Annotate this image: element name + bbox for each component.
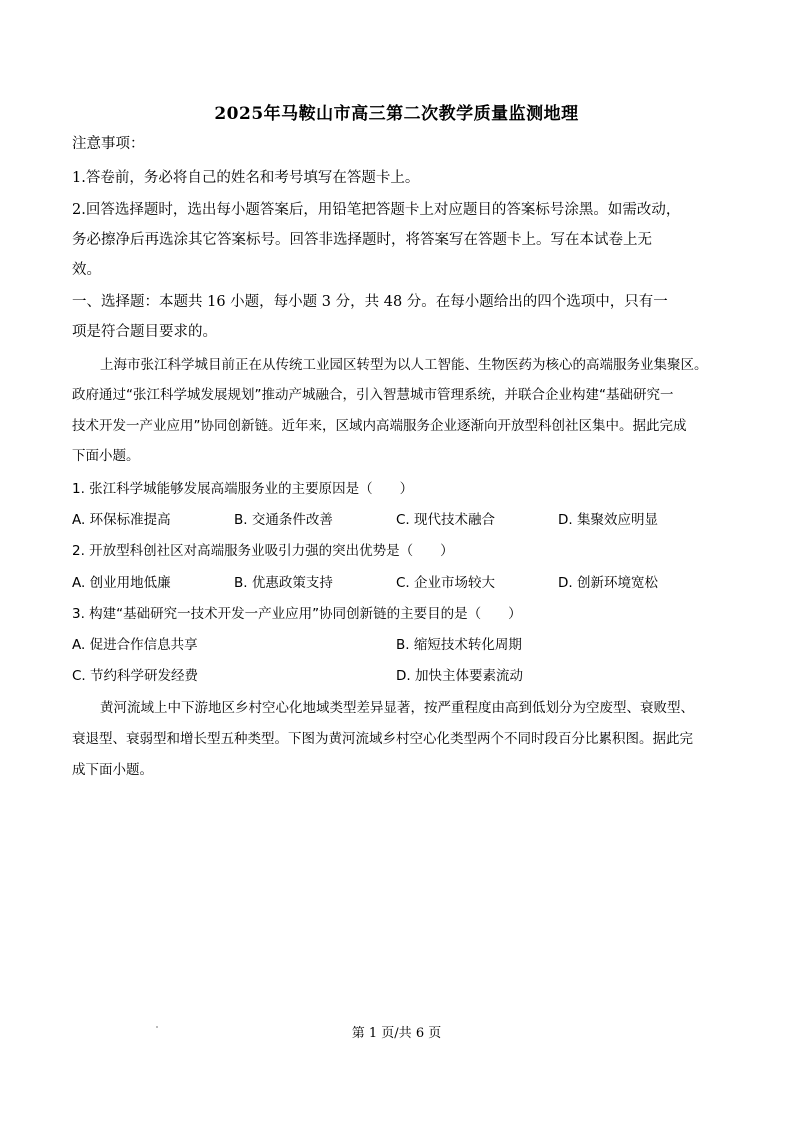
notice-item-1: 1.答卷前，务必将自己的姓名和考号填写在答题卡上。 xyxy=(72,170,420,186)
notice-heading: 注意事项： xyxy=(72,136,145,152)
passage-2-line-3: 成下面小题。 xyxy=(72,762,153,778)
question-1-option-b: B. 交通条件改善 xyxy=(234,512,333,528)
notice-item-2-line-2: 务必擦净后再选涂其它答案标号。回答非选择题时，将答案写在答题卡上。写在本试卷上无 xyxy=(72,232,652,248)
question-2-option-c: C. 企业市场较大 xyxy=(396,575,496,591)
passage-1-line-4: 下面小题。 xyxy=(72,448,140,464)
notice-item-2-line-3: 效。 xyxy=(72,262,101,278)
passage-1-line-3: 技术开发一产业应用”协同创新链。近年来，区域内高端服务企业逐渐向开放型科创社区集中。据此完成 xyxy=(72,418,687,434)
section-heading-line-1: 一、选择题：本题共 16 小题，每小题 3 分，共 48 分。在每小题给出的四个选项中，只有一 xyxy=(72,294,668,310)
question-3-option-b: B. 缩短技术转化周期 xyxy=(396,637,522,653)
question-2-option-a: A. 创业用地低廉 xyxy=(72,575,171,591)
question-1-stem: 1. 张江科学城能够发展高端服务业的主要原因是（ ） xyxy=(72,481,414,497)
page-title: 2025年马鞍山市高三第二次教学质量监测地理 xyxy=(214,104,579,124)
question-2-option-d: D. 创新环境宽松 xyxy=(558,575,658,591)
question-1-option-d: D. 集聚效应明显 xyxy=(558,512,658,528)
passage-1-line-2: 政府通过“张江科学城发展规划”推动产城融合，引入智慧城市管理系统，并联合企业构建“基础研究一 xyxy=(72,387,674,403)
passage-2-line-2: 衰退型、衰弱型和增长型五种类型。下图为黄河流域乡村空心化类型两个不同时段百分比累积图。据此完 xyxy=(72,731,693,747)
question-2-stem: 2. 开放型科创社区对高端服务业吸引力强的突出优势是（ ） xyxy=(72,543,454,559)
passage-2-line-1: 黄河流域上中下游地区乡村空心化地域类型差异显著，按严重程度由高到低划分为空废型、衰败型、 xyxy=(100,700,694,716)
notice-item-2-line-1: 2.回答选择题时，选出每小题答案后，用铅笔把答题卡上对应题目的答案标号涂黑。如需改动， xyxy=(72,202,681,218)
page-number: 第 1 页/共 6 页 xyxy=(351,1026,442,1041)
question-2-option-b: B. 优惠政策支持 xyxy=(234,575,333,591)
section-heading-line-2: 项是符合题目要求的。 xyxy=(72,324,217,340)
question-3-option-c: C. 节约科学研发经费 xyxy=(72,668,199,684)
question-3-stem: 3. 构建“基础研究一技术开发一产业应用”协同创新链的主要目的是（ ） xyxy=(72,606,522,622)
question-3-option-a: A. 促进合作信息共享 xyxy=(72,637,198,653)
passage-1-line-1: 上海市张江科学城目前正在从传统工业园区转型为以人工智能、生物医药为核心的高端服务业集聚区。 xyxy=(100,357,708,373)
question-1-option-a: A. 环保标准提高 xyxy=(72,512,171,528)
question-3-option-d: D. 加快主体要素流动 xyxy=(396,668,523,684)
question-1-option-c: C. 现代技术融合 xyxy=(396,512,496,528)
